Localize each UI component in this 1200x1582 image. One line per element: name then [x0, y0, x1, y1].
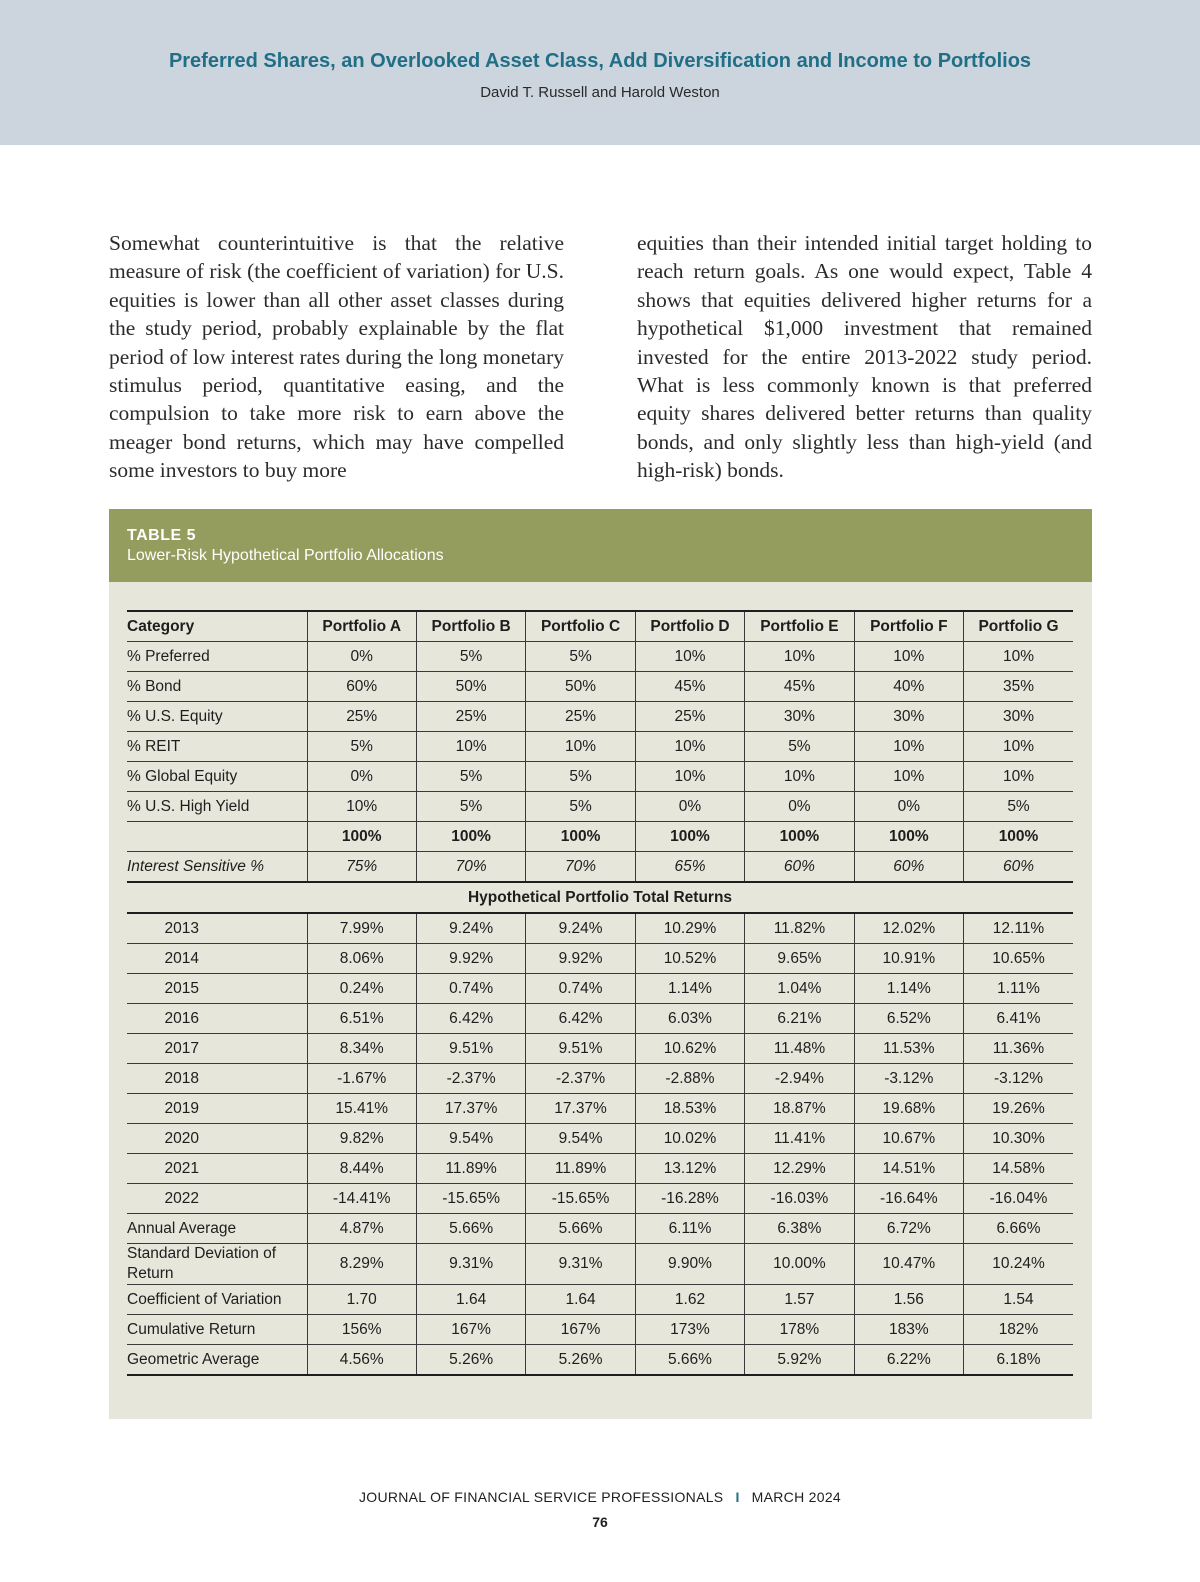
table-cell: 173% [635, 1315, 744, 1345]
table-cell: -2.37% [416, 1064, 525, 1094]
table-cell: 19.26% [964, 1094, 1073, 1124]
table-cell: 1.11% [964, 974, 1073, 1004]
row-label: Interest Sensitive % [127, 852, 307, 883]
table-cell: 6.72% [854, 1214, 963, 1244]
year-row [127, 1184, 1073, 1214]
table-cell: 10% [635, 642, 744, 672]
table-cell: 10% [964, 732, 1073, 762]
table-cell: 100% [964, 822, 1073, 852]
table-cell: 6.42% [416, 1004, 525, 1034]
footer-journal-line [0, 1489, 1200, 1505]
table-cell: 5.26% [416, 1345, 525, 1376]
row-label: % Preferred [127, 642, 307, 672]
column-header-portfolio: Portfolio G [964, 611, 1073, 642]
table-cell: 10% [854, 732, 963, 762]
table-cell: 1.14% [854, 974, 963, 1004]
table-cell: 5.26% [526, 1345, 635, 1376]
table-cell: 0% [635, 792, 744, 822]
table-cell: 8.06% [307, 944, 416, 974]
column-header-portfolio: Portfolio B [416, 611, 525, 642]
table-label: TABLE 5 [127, 527, 196, 544]
year-row [127, 944, 1073, 974]
table-cell: 10.65% [964, 944, 1073, 974]
total-row [127, 822, 1073, 852]
table-cell: 9.51% [526, 1034, 635, 1064]
table-cell: 35% [964, 672, 1073, 702]
table-cell: 5% [307, 732, 416, 762]
body-text-right-column: equities than their intended initial target holding to reach return goals. As one would expect, Table 4 shows that equities delivered higher returns for a hypothetical $1,000 investment that remained invested for the entire 2013-2022 study period. What is less commonly known is that preferred equity shares delivered better returns than quality bonds, and only slightly less than high-yield (and high-risk) bonds. [637, 231, 1092, 483]
table-cell: 6.11% [635, 1214, 744, 1244]
year-row [127, 1094, 1073, 1124]
table-cell: 10.30% [964, 1124, 1073, 1154]
table-cell: 50% [416, 672, 525, 702]
table-cell: 1.70 [307, 1285, 416, 1315]
table-cell: 13.12% [635, 1154, 744, 1184]
column-header-portfolio: Portfolio C [526, 611, 635, 642]
table-cell: -15.65% [526, 1184, 635, 1214]
table-cell: 10.91% [854, 944, 963, 974]
table-cell: 30% [745, 702, 854, 732]
table-cell: 9.31% [416, 1244, 525, 1285]
table-cell: 10% [416, 732, 525, 762]
table-header-band [109, 509, 1092, 582]
table-cell: 10.24% [964, 1244, 1073, 1285]
table-cell: 1.57 [745, 1285, 854, 1315]
table-cell: 11.82% [745, 913, 854, 944]
row-label [127, 822, 307, 852]
table-cell: 0% [745, 792, 854, 822]
row-label: % U.S. High Yield [127, 792, 307, 822]
table-cell: 17.37% [416, 1094, 525, 1124]
table-cell: 100% [745, 822, 854, 852]
table-cell: 8.29% [307, 1244, 416, 1285]
table-cell: 1.64 [416, 1285, 525, 1315]
table-cell: 10.47% [854, 1244, 963, 1285]
table-caption: Lower-Risk Hypothetical Portfolio Allocations [127, 547, 444, 564]
table-cell: -15.65% [416, 1184, 525, 1214]
table-cell: 4.87% [307, 1214, 416, 1244]
table-cell: 5.66% [526, 1214, 635, 1244]
table-cell: 50% [526, 672, 635, 702]
table-cell: 5.66% [635, 1345, 744, 1376]
table-cell: 30% [964, 702, 1073, 732]
statistic-row [127, 1244, 1073, 1285]
table-cell: 5.66% [416, 1214, 525, 1244]
allocation-row [127, 762, 1073, 792]
statistic-row [127, 1345, 1073, 1376]
table-cell: 6.52% [854, 1004, 963, 1034]
table-cell: 11.53% [854, 1034, 963, 1064]
table-cell: 6.22% [854, 1345, 963, 1376]
statistic-row [127, 1315, 1073, 1345]
table-cell: 100% [854, 822, 963, 852]
page-number: 76 [592, 1514, 608, 1530]
row-label: 2019 [127, 1094, 307, 1124]
table-cell: 17.37% [526, 1094, 635, 1124]
row-label: 2018 [127, 1064, 307, 1094]
table-cell: 100% [307, 822, 416, 852]
table-cell: 100% [526, 822, 635, 852]
allocation-row [127, 732, 1073, 762]
column-header-portfolio: Portfolio D [635, 611, 744, 642]
table-cell: 5% [526, 792, 635, 822]
table-cell: 10.52% [635, 944, 744, 974]
table-cell: -16.04% [964, 1184, 1073, 1214]
table-cell: -16.28% [635, 1184, 744, 1214]
table-cell: 0% [307, 642, 416, 672]
table-cell: 65% [635, 852, 744, 883]
table-cell: 19.68% [854, 1094, 963, 1124]
table-cell: 9.90% [635, 1244, 744, 1285]
article-title: Preferred Shares, an Overlooked Asset Class, Add Diversification and Income to Portfolios [168, 50, 1032, 72]
column-header-category: Category [127, 611, 307, 642]
table-column-headers [127, 611, 1073, 642]
table-cell: 167% [526, 1315, 635, 1345]
allocation-row [127, 672, 1073, 702]
table-cell: 10.29% [635, 913, 744, 944]
returns-subheading: Hypothetical Portfolio Total Returns [127, 882, 1073, 913]
table-cell: 5% [416, 792, 525, 822]
table-cell: 75% [307, 852, 416, 883]
table-cell: -2.88% [635, 1064, 744, 1094]
table-cell: 8.44% [307, 1154, 416, 1184]
row-label: 2016 [127, 1004, 307, 1034]
table-cell: -16.03% [745, 1184, 854, 1214]
table-cell: 11.89% [416, 1154, 525, 1184]
table-cell: -1.67% [307, 1064, 416, 1094]
table-cell: 9.54% [526, 1124, 635, 1154]
table-cell: 6.41% [964, 1004, 1073, 1034]
table-cell: 5% [416, 642, 525, 672]
interest-sensitive-row [127, 852, 1073, 883]
table-cell: 9.24% [526, 913, 635, 944]
table-cell: 60% [307, 672, 416, 702]
table-cell: 10% [964, 642, 1073, 672]
table-cell: 10% [745, 642, 854, 672]
table-cell: 60% [964, 852, 1073, 883]
statistic-row [127, 1285, 1073, 1315]
row-label: Standard Deviation of Return [127, 1244, 307, 1285]
table-cell: 1.62 [635, 1285, 744, 1315]
table-cell: 18.53% [635, 1094, 744, 1124]
table-cell: 11.41% [745, 1124, 854, 1154]
table-cell: 10% [307, 792, 416, 822]
table-cell: 100% [416, 822, 525, 852]
table-cell: 25% [416, 702, 525, 732]
table-cell: -2.94% [745, 1064, 854, 1094]
table-cell: 10.02% [635, 1124, 744, 1154]
row-label: 2015 [127, 974, 307, 1004]
table-cell: 5% [964, 792, 1073, 822]
table-cell: 4.56% [307, 1345, 416, 1376]
row-label: 2020 [127, 1124, 307, 1154]
table-cell: 40% [854, 672, 963, 702]
table-cell: 6.66% [964, 1214, 1073, 1244]
allocation-row [127, 642, 1073, 672]
table-cell: 1.64 [526, 1285, 635, 1315]
table-cell: 25% [307, 702, 416, 732]
table-cell: 14.51% [854, 1154, 963, 1184]
table-cell: 45% [635, 672, 744, 702]
body-text-left-column: Somewhat counterintuitive is that the relative measure of risk (the coefficient of variation) for U.S. equities is lower than all other asset classes during the study period, probably explainable by the flat period of low interest rates during the long monetary stimulus period, quantitative easing, and the compulsion to take more risk to earn above the meager bond returns, which may have compelled some investors to buy more [109, 231, 564, 483]
row-label: 2013 [127, 913, 307, 944]
table-cell: 6.21% [745, 1004, 854, 1034]
table-cell: 9.82% [307, 1124, 416, 1154]
table-cell: 9.31% [526, 1244, 635, 1285]
table-cell: -16.64% [854, 1184, 963, 1214]
table-cell: 18.87% [745, 1094, 854, 1124]
table-cell: 11.89% [526, 1154, 635, 1184]
table-cell: 5% [416, 762, 525, 792]
table-cell: 8.34% [307, 1034, 416, 1064]
table-cell: 10% [745, 762, 854, 792]
row-label: Annual Average [127, 1214, 307, 1244]
table-cell: 15.41% [307, 1094, 416, 1124]
table-cell: 5% [526, 642, 635, 672]
row-label: 2022 [127, 1184, 307, 1214]
year-row [127, 1064, 1073, 1094]
article-authors: David T. Russell and Harold Weston [480, 84, 720, 101]
column-header-portfolio: Portfolio A [307, 611, 416, 642]
column-header-portfolio: Portfolio F [854, 611, 963, 642]
table-cell: 6.03% [635, 1004, 744, 1034]
table-cell: 6.38% [745, 1214, 854, 1244]
table-cell: 11.48% [745, 1034, 854, 1064]
table-cell: 0.74% [526, 974, 635, 1004]
row-label: % Global Equity [127, 762, 307, 792]
table-cell: 0.74% [416, 974, 525, 1004]
table-cell: 6.51% [307, 1004, 416, 1034]
table-cell: 1.14% [635, 974, 744, 1004]
row-label: 2021 [127, 1154, 307, 1184]
table-cell: 167% [416, 1315, 525, 1345]
table-cell: 0% [307, 762, 416, 792]
table-cell: 12.29% [745, 1154, 854, 1184]
table-cell: 178% [745, 1315, 854, 1345]
table-cell: 6.18% [964, 1345, 1073, 1376]
footer-separator: I [735, 1489, 740, 1505]
row-label: Cumulative Return [127, 1315, 307, 1345]
table-cell: -3.12% [854, 1064, 963, 1094]
returns-subheading-row [127, 882, 1073, 913]
table-cell: -3.12% [964, 1064, 1073, 1094]
column-header-portfolio: Portfolio E [745, 611, 854, 642]
header-band [0, 0, 1200, 145]
table-cell: 1.04% [745, 974, 854, 1004]
table-cell: 9.24% [416, 913, 525, 944]
year-row [127, 974, 1073, 1004]
table-cell: 9.92% [526, 944, 635, 974]
table-cell: 12.11% [964, 913, 1073, 944]
allocation-returns-table [127, 610, 1073, 1376]
table-cell: 10% [526, 732, 635, 762]
footer-journal-name: JOURNAL OF FINANCIAL SERVICE PROFESSIONALS [358, 1489, 724, 1505]
table-cell: 60% [745, 852, 854, 883]
table-cell: 10% [854, 762, 963, 792]
table-cell: -2.37% [526, 1064, 635, 1094]
table-cell: 1.54 [964, 1285, 1073, 1315]
row-label: % U.S. Equity [127, 702, 307, 732]
year-row [127, 1034, 1073, 1064]
table-cell: 11.36% [964, 1034, 1073, 1064]
table-cell: 10% [635, 762, 744, 792]
row-label: 2014 [127, 944, 307, 974]
year-row [127, 1124, 1073, 1154]
allocation-row [127, 792, 1073, 822]
table-cell: 9.92% [416, 944, 525, 974]
table-cell: 14.58% [964, 1154, 1073, 1184]
table-cell: 0% [854, 792, 963, 822]
table-cell: 156% [307, 1315, 416, 1345]
table-5-panel [109, 509, 1092, 1419]
table-cell: 12.02% [854, 913, 963, 944]
row-label: Geometric Average [127, 1345, 307, 1376]
table-cell: 45% [745, 672, 854, 702]
table-cell: 25% [635, 702, 744, 732]
allocation-row [127, 702, 1073, 732]
table-cell: 70% [416, 852, 525, 883]
row-label: 2017 [127, 1034, 307, 1064]
table-cell: 9.54% [416, 1124, 525, 1154]
table-cell: 0.24% [307, 974, 416, 1004]
table-cell: 25% [526, 702, 635, 732]
table-cell: 10.62% [635, 1034, 744, 1064]
table-cell: 100% [635, 822, 744, 852]
table-cell: 1.56 [854, 1285, 963, 1315]
row-label: Coefficient of Variation [127, 1285, 307, 1315]
year-row [127, 913, 1073, 944]
footer-date: MARCH 2024 [751, 1489, 842, 1505]
row-label: % REIT [127, 732, 307, 762]
table-cell: 10.00% [745, 1244, 854, 1285]
table-cell: 9.51% [416, 1034, 525, 1064]
table-cell: 10% [635, 732, 744, 762]
table-cell: 30% [854, 702, 963, 732]
table-cell: 183% [854, 1315, 963, 1345]
statistic-row [127, 1214, 1073, 1244]
table-cell: 182% [964, 1315, 1073, 1345]
table-cell: 6.42% [526, 1004, 635, 1034]
table-cell: 70% [526, 852, 635, 883]
row-label: % Bond [127, 672, 307, 702]
table-cell: 7.99% [307, 913, 416, 944]
year-row [127, 1004, 1073, 1034]
table-cell: 9.65% [745, 944, 854, 974]
table-cell: 5% [526, 762, 635, 792]
table-cell: 10% [964, 762, 1073, 792]
table-cell: 10% [854, 642, 963, 672]
table-cell: 60% [854, 852, 963, 883]
table-cell: 5.92% [745, 1345, 854, 1376]
table-cell: 5% [745, 732, 854, 762]
year-row [127, 1154, 1073, 1184]
table-cell: -14.41% [307, 1184, 416, 1214]
table-cell: 10.67% [854, 1124, 963, 1154]
